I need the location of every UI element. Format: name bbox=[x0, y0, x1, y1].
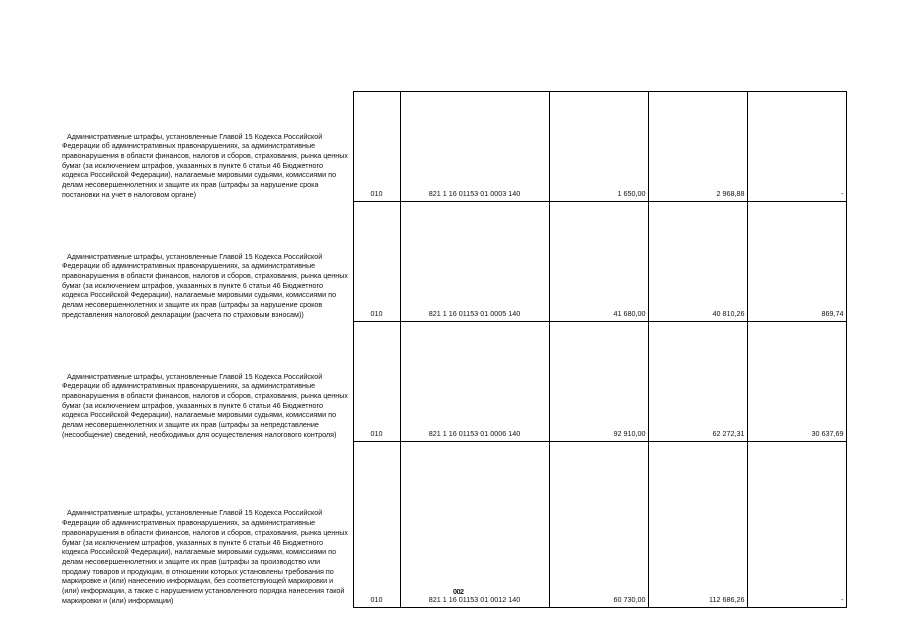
kbk-cell: 821 1 16 01153 01 0006 140 bbox=[400, 322, 549, 442]
unexecuted-cell: - bbox=[747, 92, 846, 202]
line-code-cell: 010 bbox=[353, 322, 400, 442]
row-description: Административные штрафы, установленные Главой 15 Кодекса Российской Федерации об административных правонарушениях, за административные правонарушения в области финансов, налогов и сборов, страхования, рынка ценных бумаг (за исключением штрафов, указанных в пункте 6 статьи 46 Бюджетного кодекса Российской Федерации), налагаемые мировыми судьями, комиссиями по делам несовершеннолетних и защите их прав (штрафы за нарушение сроков представления налоговой декларации (расчета по страховым взносам)) bbox=[48, 202, 353, 322]
line-code-cell: 010 bbox=[353, 202, 400, 322]
approved-cell: 60 730,00 bbox=[549, 442, 648, 608]
kbk-cell: 821 1 16 01153 01 0012 140 bbox=[400, 442, 549, 608]
kbk-cell: 821 1 16 01153 01 0003 140 bbox=[400, 92, 549, 202]
unexecuted-cell: 30 637,69 bbox=[747, 322, 846, 442]
row-description: Административные штрафы, установленные Главой 15 Кодекса Российской Федерации об административных правонарушениях, за административные правонарушения в области финансов, налогов и сборов, страхования, рынка ценных бумаг (за исключением штрафов, указанных в пункте 6 статьи 46 Бюджетного кодекса Российской Федерации), налагаемые мировыми судьями, комиссиями по делам несовершеннолетних и защите их прав (штрафы за производство или продажу товаров и продукции, в отношении которых установлены требования по маркировке и (или) нанесению информации, без соответствующей маркировки и (или) информации, а также с нарушением установленного порядка нанесения такой маркировки и (или) информации) bbox=[48, 442, 353, 608]
row-description: Административные штрафы, установленные Главой 15 Кодекса Российской Федерации об административных правонарушениях, за административные правонарушения в области финансов, налогов и сборов, страхования, рынка ценных бумаг (за исключением штрафов, указанных в пункте 6 статьи 46 Бюджетного кодекса Российской Федерации), налагаемые мировыми судьями, комиссиями по делам несовершеннолетних и защите их прав (штрафы за непредставление (несообщение) сведений, необходимых для осуществления налогового контроля) bbox=[48, 322, 353, 442]
revenue-table bbox=[48, 91, 847, 608]
line-code-cell: 010 bbox=[353, 92, 400, 202]
table-row bbox=[48, 202, 846, 322]
table-row bbox=[48, 92, 846, 202]
line-code-cell: 010 bbox=[353, 442, 400, 608]
page-number: 002 bbox=[453, 587, 464, 596]
executed-cell: 2 968,88 bbox=[648, 92, 747, 202]
approved-cell: 41 680,00 bbox=[549, 202, 648, 322]
approved-cell: 92 910,00 bbox=[549, 322, 648, 442]
approved-cell: 1 650,00 bbox=[549, 92, 648, 202]
unexecuted-cell: 869,74 bbox=[747, 202, 846, 322]
executed-cell: 112 686,26 bbox=[648, 442, 747, 608]
kbk-cell: 821 1 16 01153 01 0005 140 bbox=[400, 202, 549, 322]
unexecuted-cell: - bbox=[747, 442, 846, 608]
executed-cell: 40 810,26 bbox=[648, 202, 747, 322]
table-row bbox=[48, 442, 846, 608]
table-row bbox=[48, 322, 846, 442]
row-description: Административные штрафы, установленные Главой 15 Кодекса Российской Федерации об административных правонарушениях, за административные правонарушения в области финансов, налогов и сборов, страхования, рынка ценных бумаг (за исключением штрафов, указанных в пункте 6 статьи 46 Бюджетного кодекса Российской Федерации), налагаемые мировыми судьями, комиссиями по делам несовершеннолетних и защите их прав (штрафы за нарушение срока постановки на учет в налоговом органе) bbox=[48, 92, 353, 202]
executed-cell: 62 272,31 bbox=[648, 322, 747, 442]
